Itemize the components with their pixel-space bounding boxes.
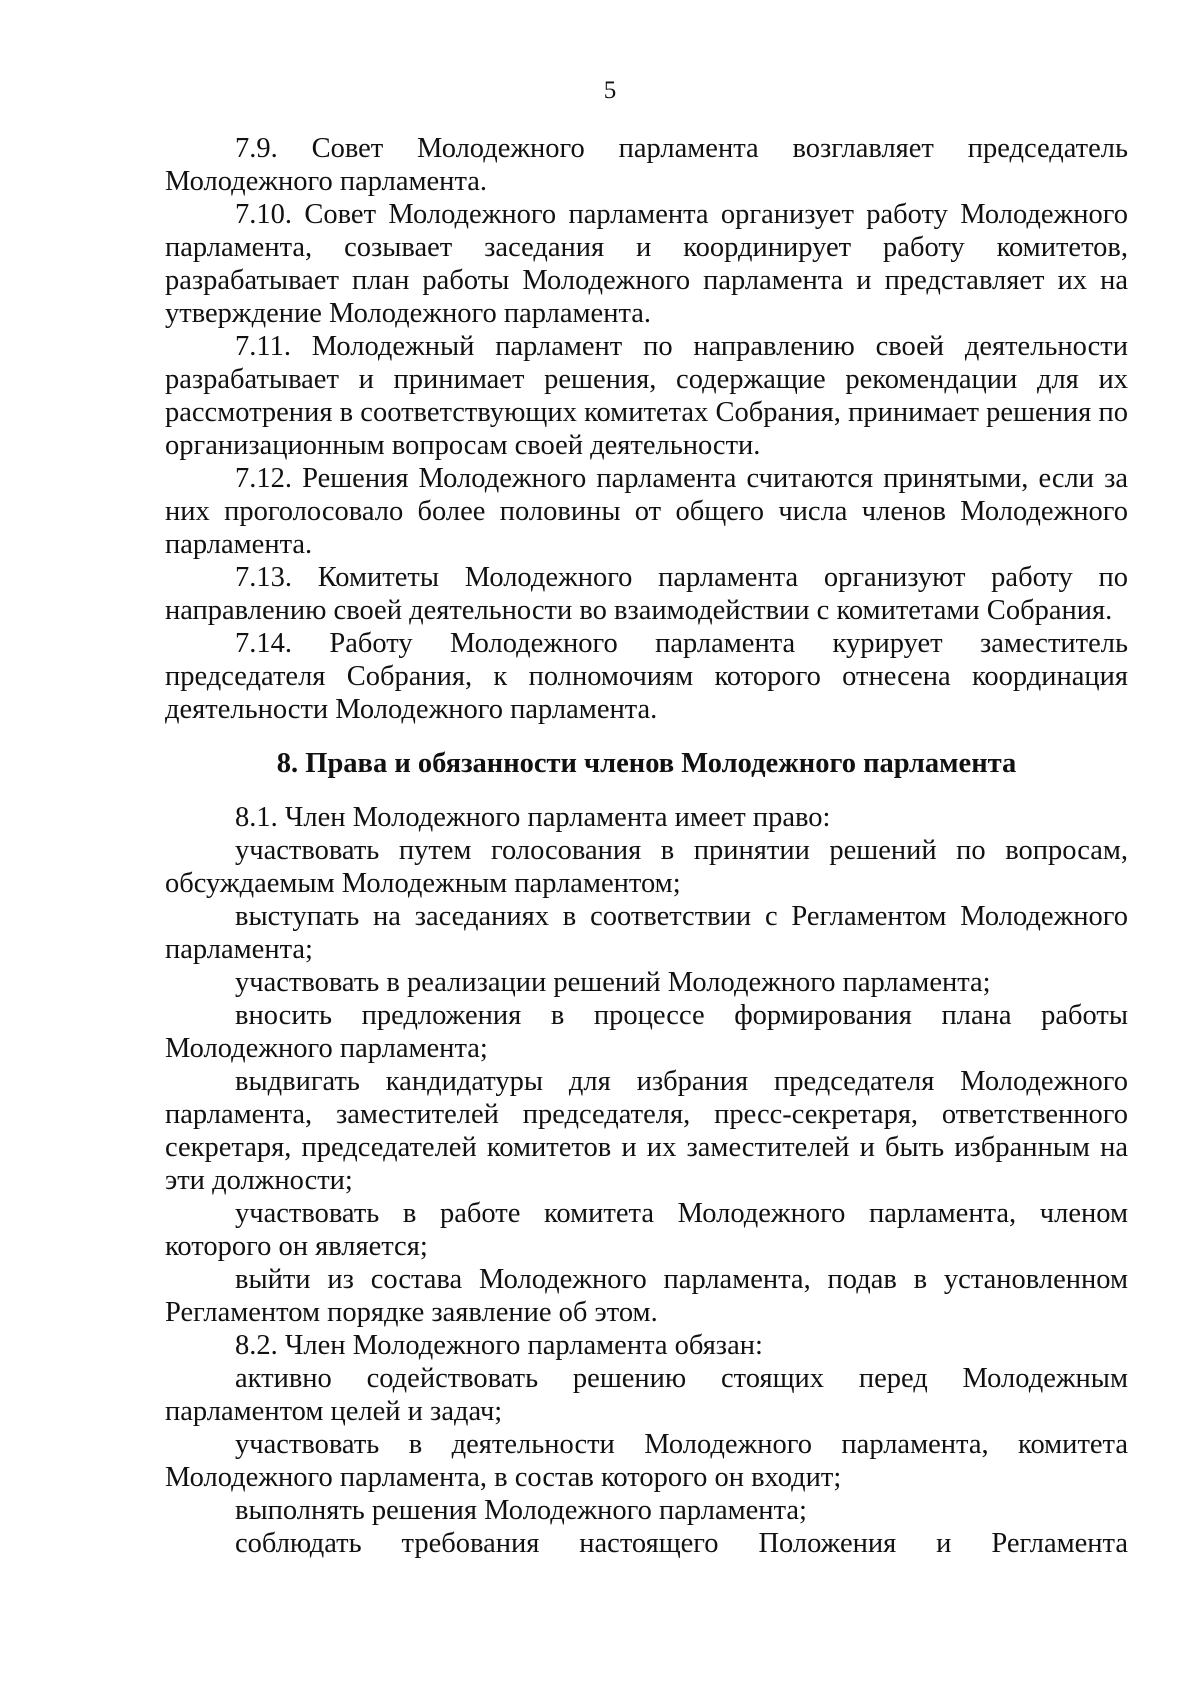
right-item-propose: вносить предложения в процессе формирования плана работы Молодежного парламента; [165,1000,1128,1064]
right-item-committee-work: участвовать в работе комитета Молодежного парламента, членом которого он является; [165,1198,1128,1262]
duty-item-execute: выполнять решения Молодежного парламента; [235,1495,807,1526]
right-item-speak: выступать на заседаниях в соответствии с Регламентом Молодежного парламента; [165,901,1128,965]
right-item-nominate: выдвигать кандидатуры для избрания председателя Молодежного парламента, заместителей председателя, пресс-секретаря, ответственного секретаря, председателей комитетов и их заместителей и быть избранным на эти должности; [165,1066,1128,1196]
paragraph-8-2: 8.2. Член Молодежного парламента обязан: [235,1330,763,1361]
paragraph-7-14: 7.14. Работу Молодежного парламента курирует заместитель председателя Собрания, к полномочиям которого отнесена координация деятельности Молодежного парламента. [165,628,1128,725]
right-item-implement: участвовать в реализации решений Молодежного парламента; [235,967,991,998]
document-body [165,132,1128,1560]
duty-item-participate: участвовать в деятельности Молодежного парламента, комитета Молодежного парламента, в состав которого он входит; [165,1429,1128,1493]
section-8-heading: 8. Права и обязанности членов Молодежного парламента [276,748,1017,779]
page-number: 5 [603,77,617,104]
paragraph-7-11: 7.11. Молодежный парламент по направлению своей деятельности разрабатывает и принимает решения, содержащие рекомендации для их рассмотрения в соответствующих комитетах Собрания, принимает решения по организационным вопросам своей деятельности. [165,331,1128,461]
right-item-vote: участвовать путем голосования в принятии решений по вопросам, обсуждаемым Молодежным парламентом; [165,835,1128,899]
paragraph-7-13: 7.13. Комитеты Молодежного парламента организуют работу по направлению своей деятельности во взаимодействии с комитетами Собрания. [165,562,1128,626]
right-item-leave: выйти из состава Молодежного парламента, подав в установленном Регламентом порядке заявление об этом. [165,1264,1128,1328]
duty-item-comply: соблюдать требования настоящего Положения и Регламента [235,1528,1128,1559]
paragraph-8-1: 8.1. Член Молодежного парламента имеет право: [235,802,831,833]
duty-item-assist: активно содействовать решению стоящих перед Молодежным парламентом целей и задач; [165,1363,1128,1427]
paragraph-7-10: 7.10. Совет Молодежного парламента организует работу Молодежного парламента, созывает заседания и координирует работу комитетов, разрабатывает план работы Молодежного парламента и представляет их на утверждение Молодежного парламента. [165,199,1128,329]
paragraph-7-12: 7.12. Решения Молодежного парламента считаются принятыми, если за них проголосовало более половины от общего числа членов Молодежного парламента. [165,463,1128,560]
paragraph-7-9: 7.9. Совет Молодежного парламента возглавляет председатель Молодежного парламента. [165,133,1128,197]
